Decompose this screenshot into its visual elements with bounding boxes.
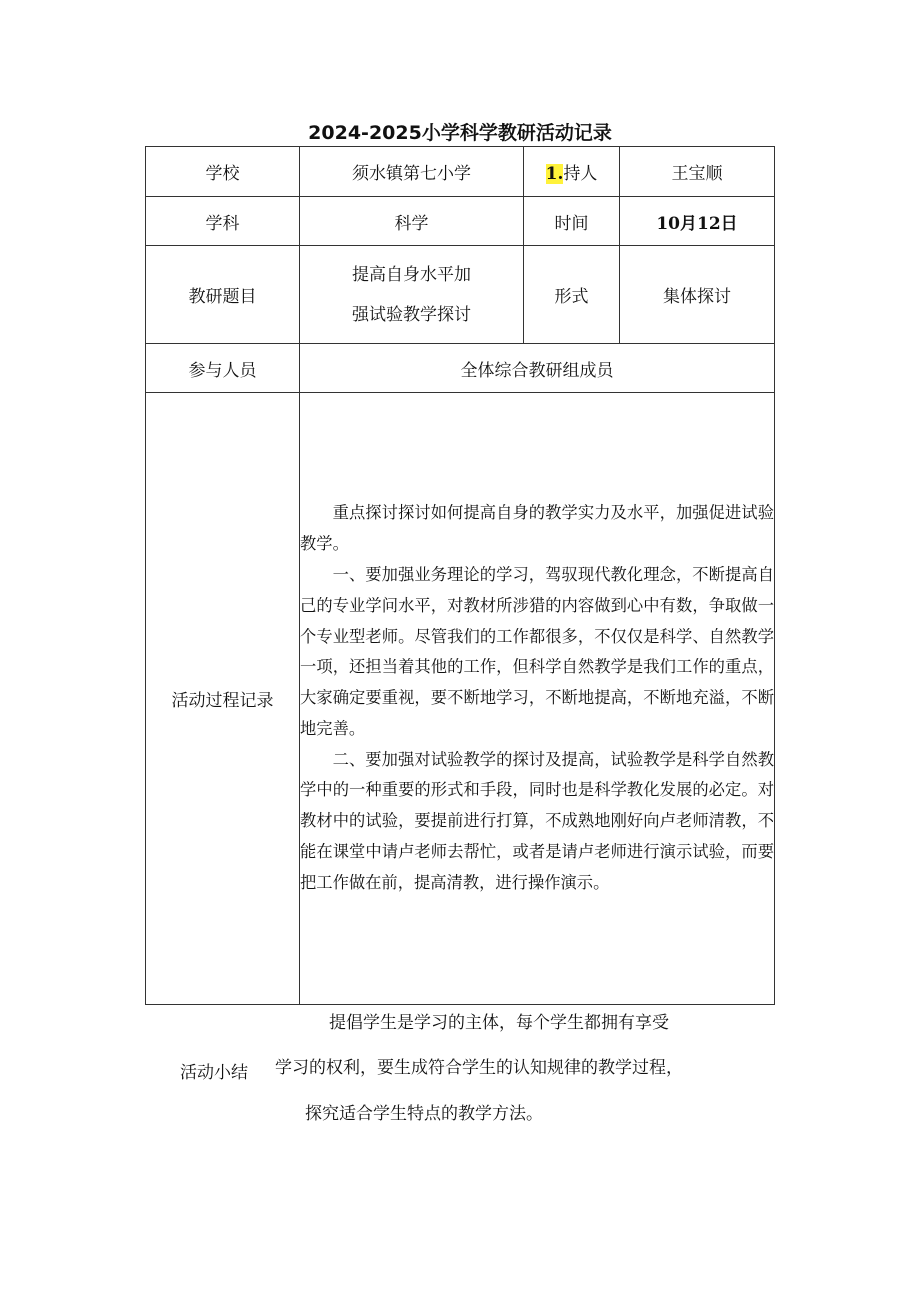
summary-label: 活动小结 [180, 1063, 248, 1083]
process-paragraph-3: 二、要加强对试验教学的探讨及提高，试验教学是科学自然教学中的一种重要的形式和手段，同时也是科学教化发展的必定。对教材中的试验，要提前进行打算，不成熟地刚好向卢老师清教，不能在课堂中请卢老师去帮忙，或者是请卢老师进行演示试验，而要把工作做在前，提高清教，进行操作演示。 [300, 749, 774, 892]
time-label: 时间 [524, 197, 620, 246]
participants-value: 全体综合教研组成员 [300, 344, 775, 393]
topic-value [300, 246, 524, 344]
time-value: 10月12日 [620, 197, 775, 246]
table-row-process [146, 393, 775, 1005]
process-paragraph-1: 重点探讨探讨如何提高自身的教学实力及水平，加强促进试验教学。 [300, 503, 774, 554]
table-row-participants [146, 344, 775, 393]
participants-label: 参与人员 [146, 344, 300, 393]
process-record [300, 393, 775, 1005]
process-paragraph-2: 一、要加强业务理论的学习，驾驭现代教化理念，不断提高自己的专业学问水平，对教材所涉猎的内容做到心中有数，争取做一个专业型老师。尽管我们的工作都很多，不仅仅是科学、自然教学一项，还担当着其他的工作，但科学自然教学是我们工作的重点，大家确定要重视，要不断地学习，不断地提高，不断地充溢，不断地完善。 [300, 564, 774, 738]
form-label: 形式 [524, 246, 620, 344]
school-label: 学校 [146, 147, 300, 197]
summary-line-3: 探究适合学生特点的教学方法。 [305, 1104, 543, 1124]
school-value: 须水镇第七小学 [300, 147, 524, 197]
activity-record-table [145, 146, 775, 1005]
table-row-topic [146, 246, 775, 344]
host-value: 王宝顺 [620, 147, 775, 197]
host-label-suffix: 持人 [563, 164, 598, 184]
subject-label: 学科 [146, 197, 300, 246]
summary-line-1: 提倡学生是学习的主体，每个学生都拥有享受 [329, 1013, 669, 1033]
table-row-school [146, 147, 775, 197]
summary-line-2: 学习的权利，要生成符合学生的认知规律的教学过程， [275, 1058, 683, 1078]
subject-value: 科学 [300, 197, 524, 246]
host-label-prefix: 1. [545, 164, 564, 184]
topic-line-2: 强试验教学探讨 [352, 304, 471, 325]
form-value: 集体探讨 [620, 246, 775, 344]
topic-line-1: 提高自身水平加 [352, 264, 471, 285]
host-label [524, 147, 620, 197]
process-label: 活动过程记录 [146, 393, 300, 1005]
table-row-subject [146, 197, 775, 246]
topic-label: 教研题目 [146, 246, 300, 344]
document-title: 2024-2025小学科学教研活动记录 [308, 122, 612, 144]
